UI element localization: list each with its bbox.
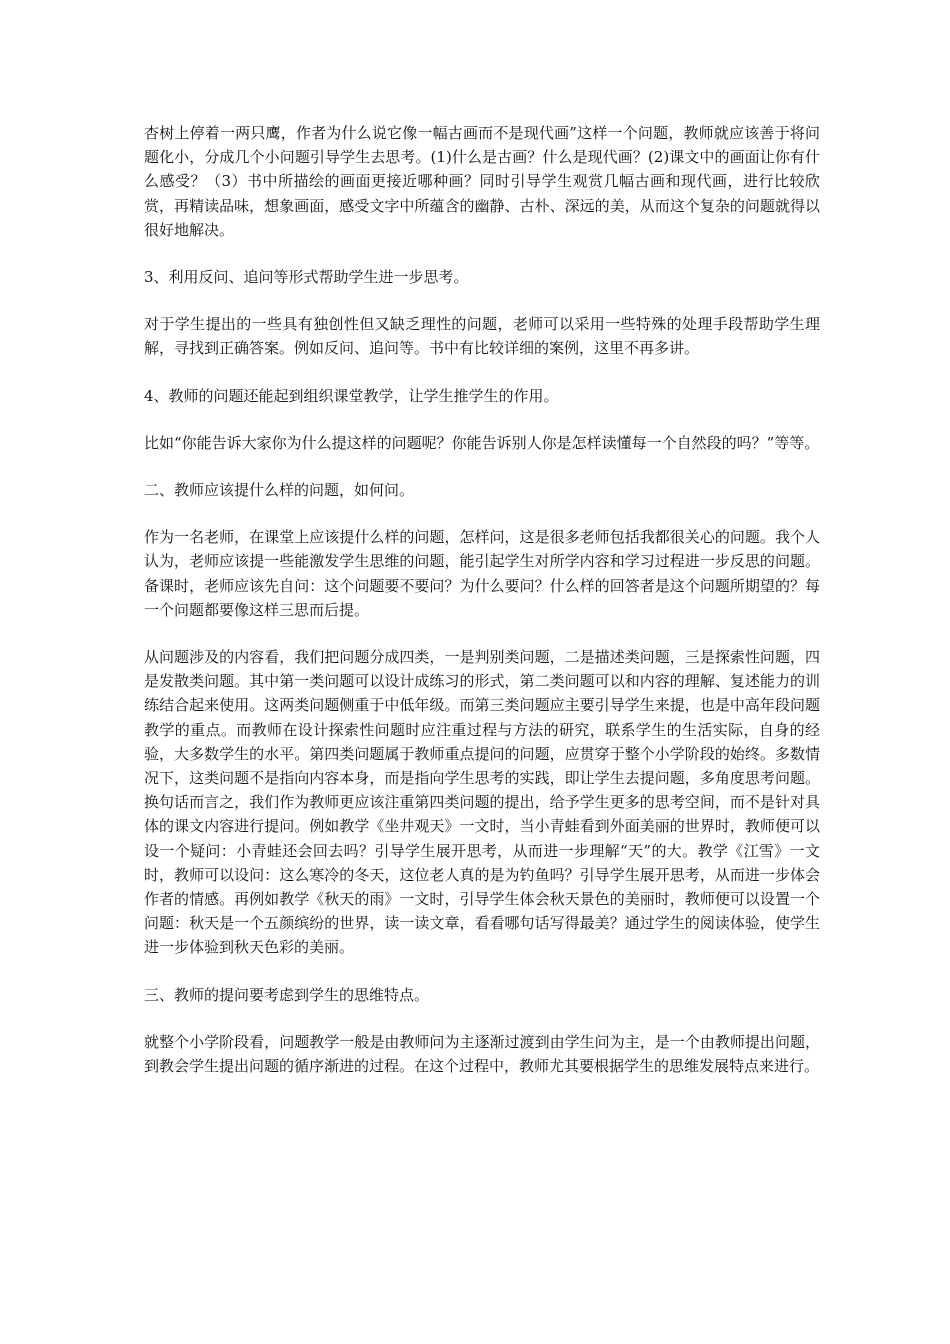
paragraph-teacher-questions: 作为一名老师，在课堂上应该提什么样的问题，怎样问，这是很多老师包括我都很关心的问题。我个人认为，老师应该提一些能激发学生思维的问题，能引起学生对所学内容和学习过程进一步反思的问题。备课时，老师应该先自问：这个问题要不要问？为什么要问？什么样的回答者是这个问题所期望的？每一个问题都要像这样三思而后提。	[144, 528, 820, 619]
heading-thinking-characteristics: 三、教师的提问要考虑到学生的思维特点。	[144, 985, 430, 1004]
paragraph-creative-questions: 对于学生提出的一些具有独创性但又缺乏理性的问题，老师可以采用一些特殊的处理手段帮助学生理解，寻找到正确答案。例如反问、追问等。书中有比较详细的案例，这里不再多讲。	[144, 315, 820, 358]
heading-organize-class: 4、教师的问题还能起到组织课堂教学，让学生推学生的作用。	[144, 386, 559, 405]
paragraph-primary-school-stage: 就整个小学阶段看，问题教学一般是由教师问为主逐渐过渡到由学生问为主，是一个由教师提出问题，到教会学生提出问题的循序渐进的过程。在这个过程中，教师尤其要根据学生的思维发展特点来进行。	[144, 1032, 820, 1076]
heading-counter-questioning: 3、利用反问、追问等形式帮助学生进一步思考。	[144, 268, 469, 287]
document-page	[144, 121, 820, 1101]
paragraph-four-question-types: 从问题涉及的内容看，我们把问题分成四类，一是判别类问题，二是描述类问题，三是探索性问题，四是发散类问题。其中第一类问题可以设计成练习的形式，第二类问题可以和内容的理解、复述能力的训练结合起来使用。这两类问题侧重于中低年级。而第三类问题应主要引导学生来提，也是中高年段问题教学的重点。而教师在设计探索性问题时应注重过程与方法的研究，联系学生的生活实际，自身的经验，大多数学生的水平。第四类问题属于教师重点提问的问题，应贯穿于整个小学阶段的始终。多数情况下，这类问题不是指向内容本身，而是指向学生思考的实践，即让学生去提问题，多角度思考问题。换句话而言之，我们作为教师更应该注重第四类问题的提出，给予学生更多的思考空间，而不是针对具体的课文内容进行提问。例如教学《坐井观天》一文时，当小青蛙看到外面美丽的世界时，教师便可以设一个疑问：小青蛙还会回去吗？引导学生展开思考，从而进一步理解“天”的大。教学《江雪》一文时，教师可以设问：这么寒冷的冬天，这位老人真的是为钓鱼吗？引导学生展开思考，从而进一步体会作者的情感。再例如教学《秋天的雨》一文时，引导学生体会秋天景色的美丽时，教师便可以设置一个问题：秋天是一个五颜缤纷的世界，读一读文章，看看哪句话写得最美？通过学生的阅读体验，使学生进一步体验到秋天色彩的美丽。	[144, 648, 820, 957]
paragraph-example-questions: 比如“你能告诉大家你为什么提这样的问题呢？你能告诉别人你是怎样读懂每一个自然段的吗？”等等。	[144, 433, 820, 452]
heading-what-to-ask: 二、教师应该提什么样的问题，如何问。	[144, 481, 415, 500]
paragraph-classical-painting: 杏树上停着一两只鹰，作者为什么说它像一幅古画而不是现代画”这样一个问题，教师就应该善于将问题化小，分成几个小问题引导学生去思考。(1)什么是古画？什么是现代画？(2)课文中的画面让你有什么感受？（3）书中所描绘的画面更接近哪种画？同时引导学生观赏几幅古画和现代画，进行比较欣赏，再精读品味，想象画面，感受文字中所蕴含的幽静、古朴、深远的美，从而这个复杂的问题就得以很好地解决。	[144, 124, 820, 239]
